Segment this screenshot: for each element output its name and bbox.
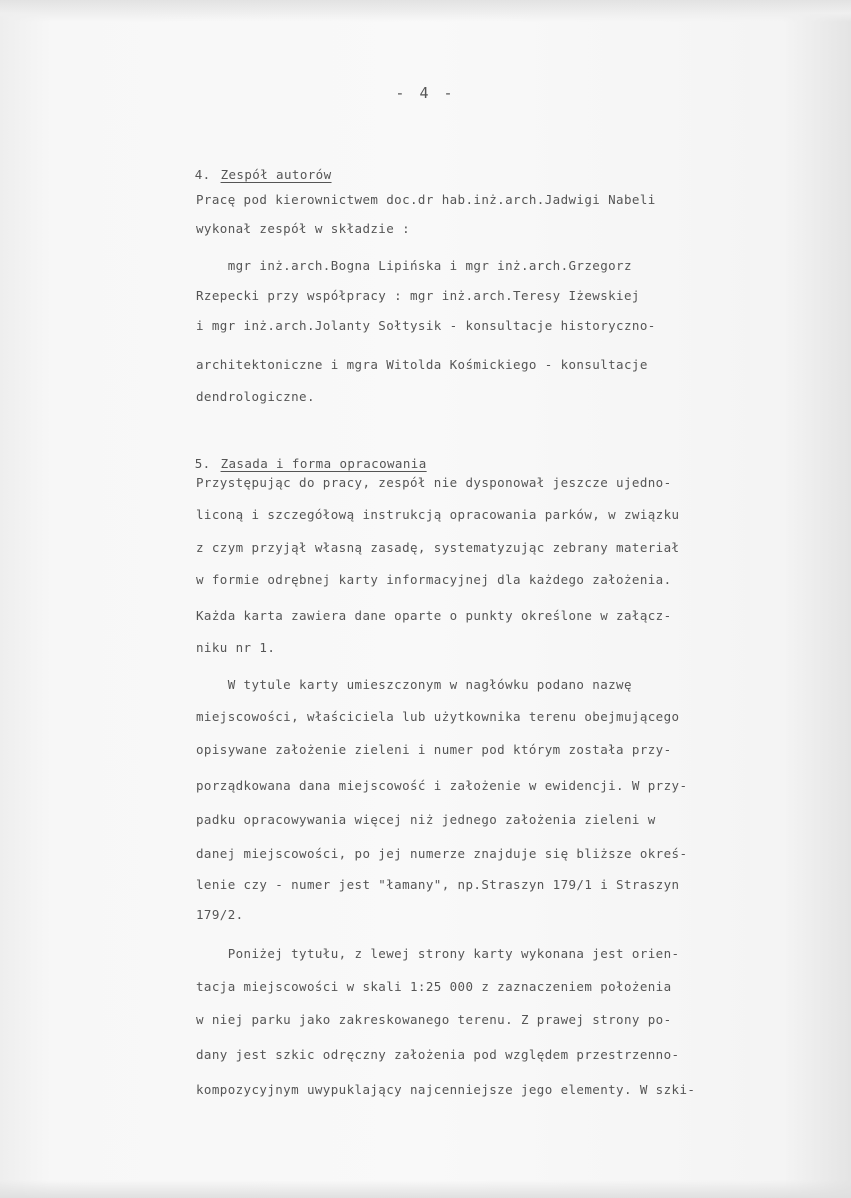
text-line: dendrologiczne. [196, 389, 315, 404]
text-line: miejscowości, właściciela lub użytkownika terenu obejmującego [196, 709, 680, 724]
text-line: w niej parku jako zakreskowanego terenu. Z prawej strony po- [196, 1012, 672, 1027]
text-line: Każda karta zawiera dane oparte o punkty określone w załącz- [196, 608, 672, 623]
text-line: i mgr inż.arch.Jolanty Sołtysik - konsultacje historyczno- [196, 318, 656, 333]
text-line: opisywane założenie zieleni i numer pod którym została przy- [196, 742, 672, 757]
text-line: danej miejscowości, po jej numerze znajduje się bliższe okreś- [196, 846, 688, 861]
text-line: Poniżej tytułu, z lewej strony karty wykonana jest orien- [196, 946, 680, 961]
text-line: dany jest szkic odręczny założenia pod względem przestrzenno- [196, 1047, 680, 1062]
page-number: - 4 - [395, 84, 456, 102]
text-line: lenie czy - numer jest "łamany", np.Straszyn 179/1 i Straszyn [196, 877, 680, 892]
text-line: liconą i szczegółową instrukcją opracowania parków, w związku [196, 507, 680, 522]
section-title: Zasada i forma opracowania [220, 456, 427, 471]
section-number: 5. [194, 456, 211, 471]
text-line: W tytule karty umieszczonym w nagłówku podano nazwę [196, 677, 632, 692]
text-line: padku opracowywania więcej niż jednego założenia zieleni w [196, 812, 656, 827]
text-line: Rzepecki przy współpracy : mgr inż.arch.Teresy Iżewskiej [196, 288, 640, 303]
text-line: kompozycyjnym uwypuklający najcenniejsze jego elementy. W szki- [196, 1082, 696, 1097]
section-title: Zespół autorów [220, 167, 332, 182]
text-line: z czym przyjął własną zasadę, systematyzując zebrany materiał [196, 540, 680, 555]
text-line: wykonał zespół w składzie : [196, 221, 410, 236]
text-line: 179/2. [196, 907, 244, 922]
text-line: niku nr 1. [196, 640, 276, 655]
text-line: porządkowana dana miejscowość i założenie w ewidencji. W przy- [196, 778, 688, 793]
text-line: Pracę pod kierownictwem doc.dr hab.inż.arch.Jadwigi Nabeli [196, 192, 656, 207]
text-line: tacja miejscowości w skali 1:25 000 z zaznaczeniem położenia [196, 979, 672, 994]
text-line: mgr inż.arch.Bogna Lipińska i mgr inż.arch.Grzegorz [196, 258, 632, 273]
text-line: Przystępując do pracy, zespół nie dysponował jeszcze ujedno- [196, 475, 672, 490]
text-line: w formie odrębnej karty informacyjnej dla każdego założenia. [196, 572, 672, 587]
section-number: 4. [194, 167, 211, 182]
text-line: architektoniczne i mgra Witolda Kośmickiego - konsultacje [196, 357, 648, 372]
